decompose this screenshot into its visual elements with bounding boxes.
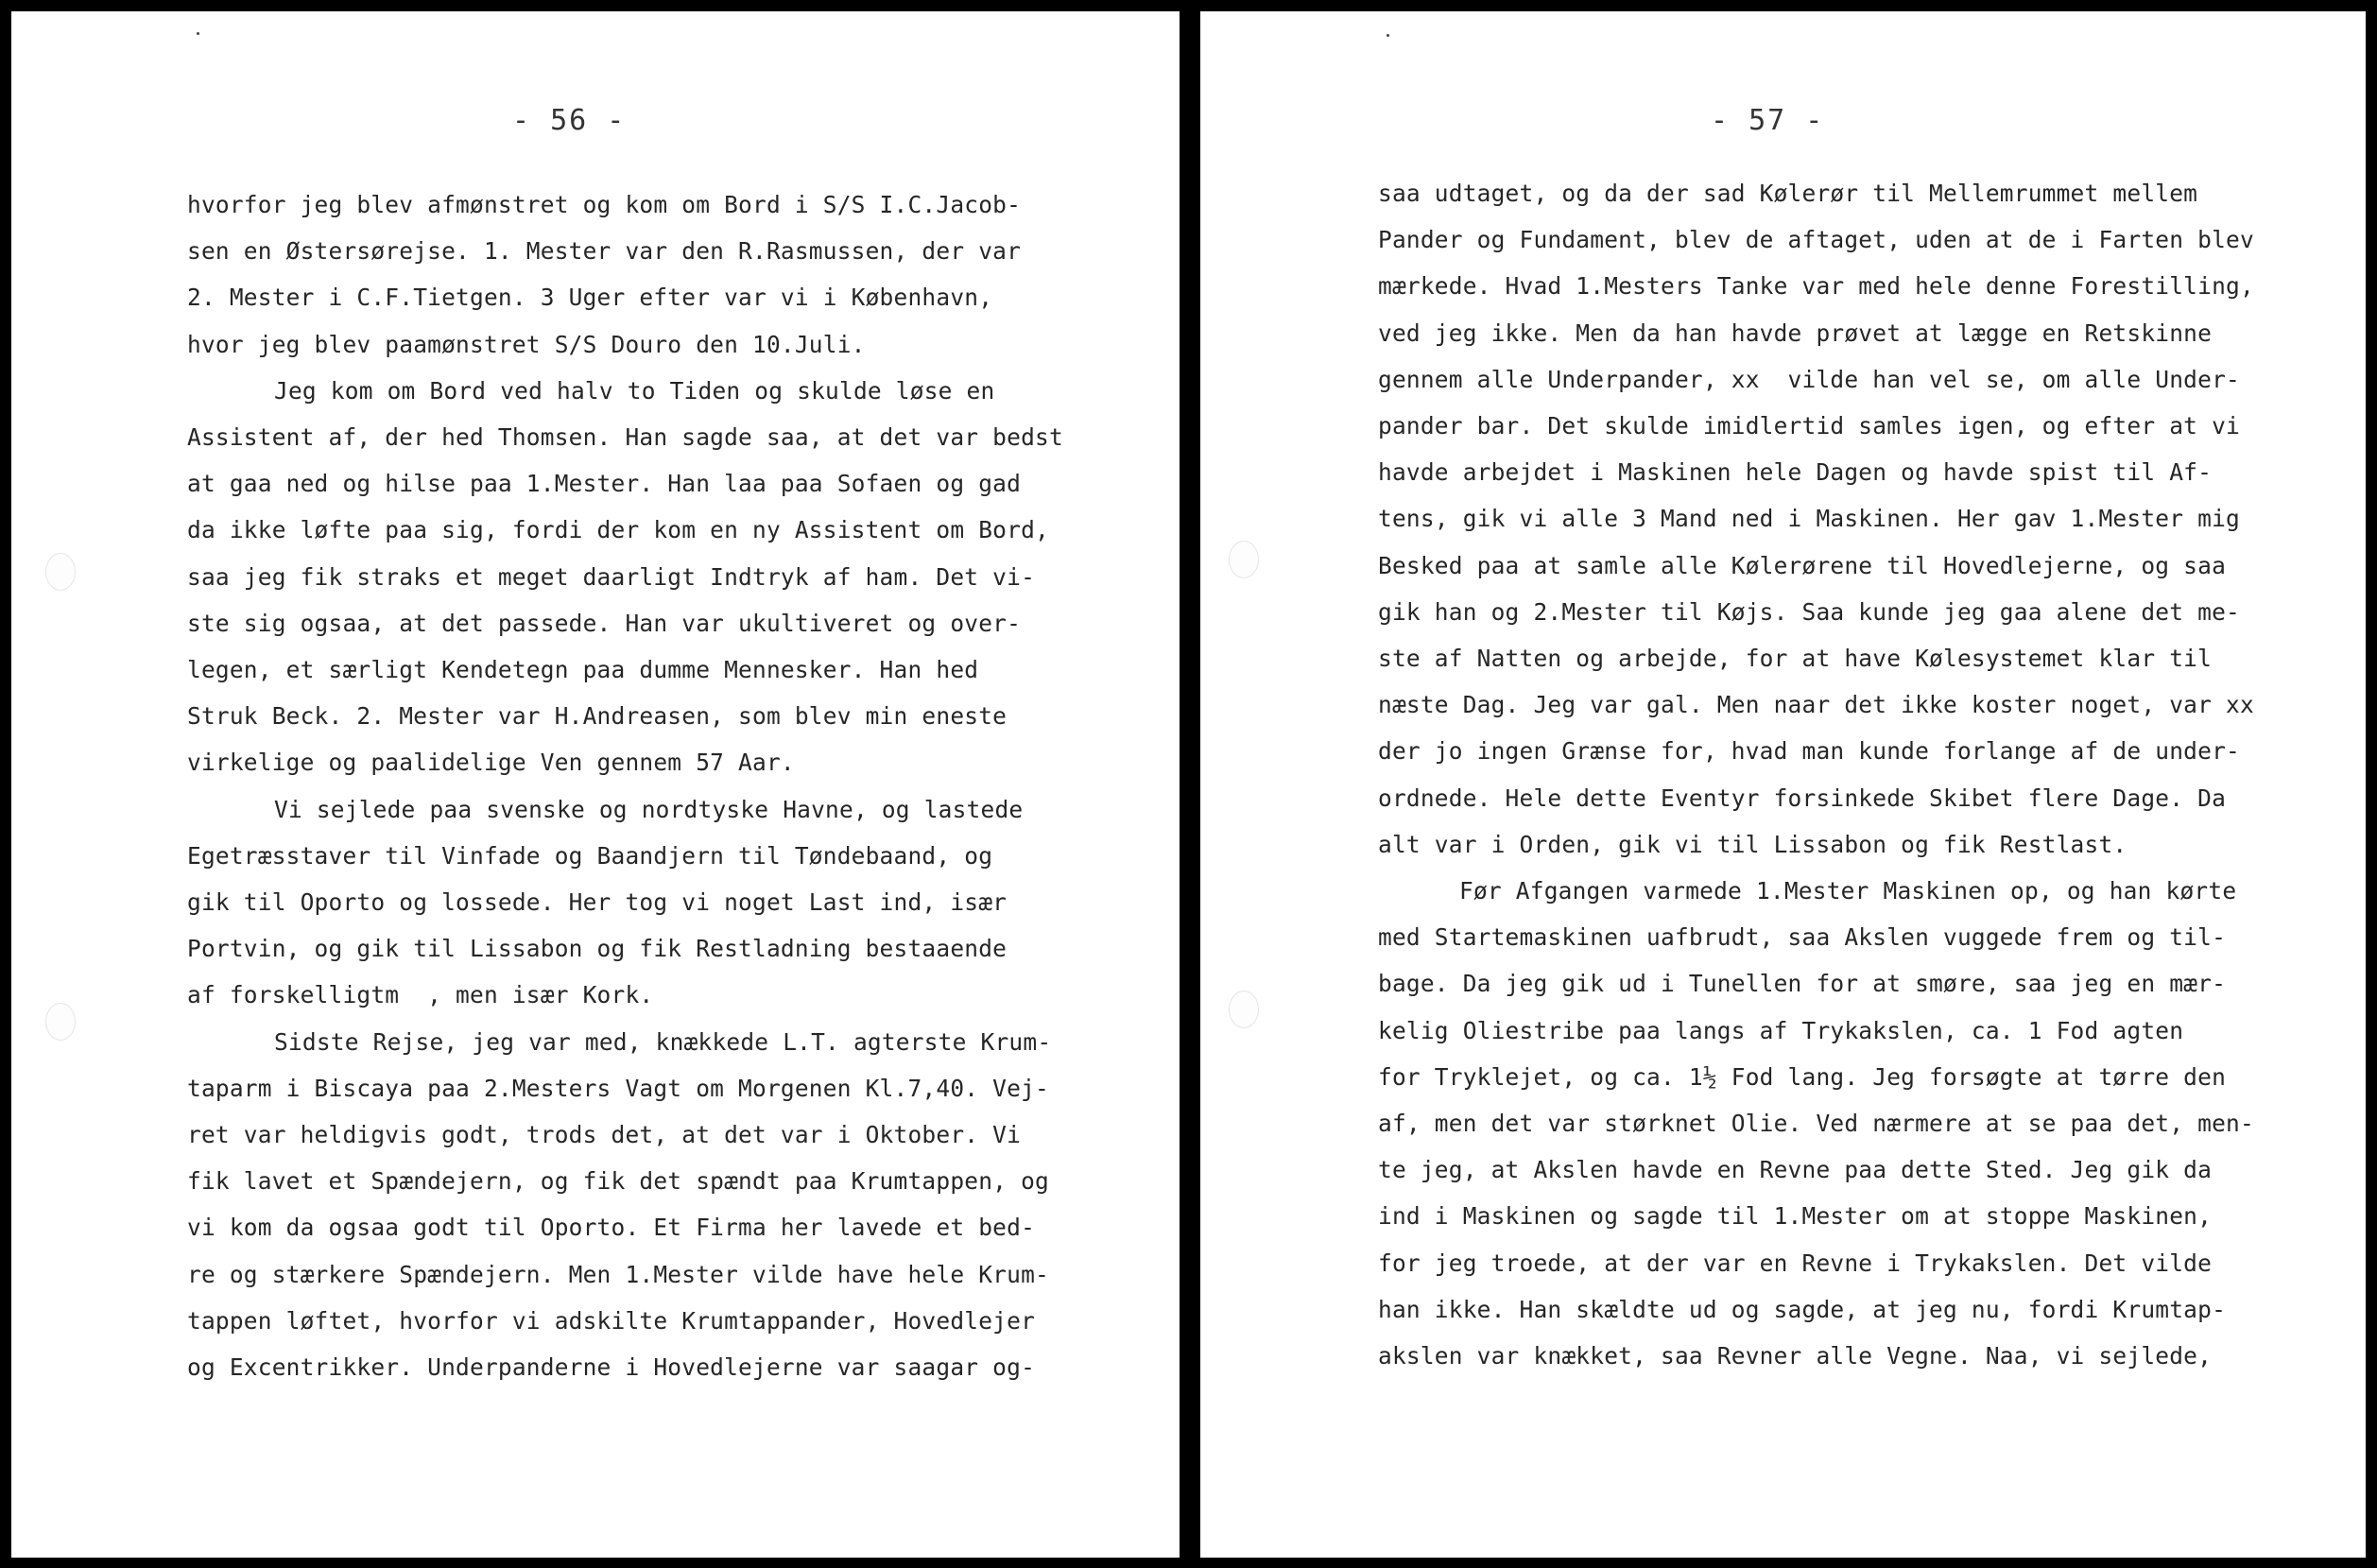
text-line: Sidste Rejse, jeg var med, knækkede L.T. agterste Krum- — [274, 1027, 1052, 1056]
text-line: han ikke. Han skældte ud og sagde, at jeg nu, fordi Krumtap- — [1378, 1295, 2227, 1323]
text-line: Portvin, og gik til Lissabon og fik Restladning bestaaende — [187, 935, 1008, 963]
text-line: for Tryklejet, og ca. 1½ Fod lang. Jeg forsøgte at tørre den — [1378, 1062, 2227, 1091]
text-line: og Excentrikker. Underpanderne i Hovedlejerne var saagar og- — [187, 1353, 1036, 1381]
text-line: Assistent af, der hed Thomsen. Han sagde saa, at det var bedst — [187, 423, 1063, 451]
text-line: saa jeg fik straks et meget daarligt Indtryk af ham. Det vi- — [187, 562, 1036, 591]
text-line: hvorfor jeg blev afmønstret og kom om Bord i S/S I.C.Jacob- — [187, 191, 1022, 218]
text-line: re og stærkere Spændejern. Men 1.Mester vilde have hele Krum- — [187, 1260, 1049, 1288]
text-line: Vi sejlede paa svenske og nordtyske Havne, og lastede — [274, 795, 1024, 823]
text-line: havde arbejdet i Maskinen hele Dagen og havde spist til Af- — [1378, 458, 2213, 487]
text-line: Struk Beck. 2. Mester var H.Andreasen, som blev min eneste — [187, 702, 1008, 731]
text-line: vi kom da ogsaa godt til Oporto. Et Firma her lavede et bed- — [187, 1214, 1036, 1242]
text-line: 2. Mester i C.F.Tietgen. 3 Uger efter var vi i København, — [187, 284, 993, 312]
text-line: alt var i Orden, gik vi til Lissabon og fik Restlast. — [1378, 830, 2127, 858]
text-line: næste Dag. Jeg var gal. Men naar det ikke koster noget, var xx — [1378, 691, 2254, 719]
text-line: gik til Oporto og lossede. Her tog vi noget Last ind, især — [187, 888, 1008, 916]
text-line: af, men det var størknet Olie. Ved nærmere at se paa det, men- — [1378, 1110, 2254, 1137]
text-line: legen, et særligt Kendetegn paa dumme Mennesker. Han hed — [187, 656, 979, 683]
text-line: hvor jeg blev paamønstret S/S Douro den 10.Juli. — [187, 330, 866, 358]
text-line: Før Afgangen varmede 1.Mester Maskinen op, og han kørte — [1459, 877, 2237, 905]
text-line: Besked paa at samle alle Kølerørene til Hovedlejerne, og saa — [1378, 551, 2227, 579]
text-line: gennem alle Underpander, xx vilde han vel se, om alle Under- — [1378, 365, 2240, 393]
page-text — [11, 11, 1180, 1558]
text-line: tappen løftet, hvorfor vi adskilte Krumtappander, Hovedlejer — [187, 1306, 1036, 1335]
text-line: virkelige og paalidelige Ven gennem 57 Aar. — [187, 749, 795, 777]
text-line: at gaa ned og hilse paa 1.Mester. Han laa paa Sofaen og gad — [187, 470, 1022, 498]
text-line: der jo ingen Grænse for, hvad man kunde forlange af de under- — [1378, 737, 2240, 766]
text-line: saa udtaget, og da der sad Kølerør til Mellemrummet mellem — [1378, 180, 2198, 207]
text-line: ste af Natten og arbejde, for at have Kølesystemet klar til — [1378, 645, 2213, 672]
text-line: Egetræsstaver til Vinfade og Baandjern til Tøndebaand, og — [187, 841, 993, 870]
text-line: te jeg, at Akslen havde en Revne paa dette Sted. Jeg gik da — [1378, 1156, 2213, 1184]
text-line: for jeg troede, at der var en Revne i Trykakslen. Det vilde — [1378, 1249, 2213, 1277]
text-line: ret var heldigvis godt, trods det, at det var i Oktober. Vi — [187, 1121, 1022, 1148]
text-line: ordnede. Hele dette Eventyr forsinkede Skibet flere Dage. Da — [1378, 784, 2227, 812]
text-line: ste sig ogsaa, at det passede. Han var ukultiveret og over- — [187, 609, 1022, 637]
page-number: - 57 - — [1711, 104, 1825, 137]
text-line: mærkede. Hvad 1.Mesters Tanke var med hele denne Forestilling, — [1378, 272, 2254, 301]
text-line: Jeg kom om Bord ved halv to Tiden og skulde løse en — [274, 376, 995, 405]
text-line: bage. Da jeg gik ud i Tunellen for at smøre, saa jeg en mær- — [1378, 970, 2227, 998]
text-line: sen en Østersørejse. 1. Mester var den R.Rasmussen, der var — [187, 237, 1022, 266]
text-line: Pander og Fundament, blev de aftaget, uden at de i Farten blev — [1378, 226, 2254, 254]
text-line: taparm i Biscaya paa 2.Mesters Vagt om Morgenen Kl.7,40. Vej- — [187, 1074, 1049, 1102]
text-line: kelig Oliestribe paa langs af Trykakslen, ca. 1 Fod agten — [1378, 1016, 2184, 1044]
text-line: pander bar. Det skulde imidlertid samles igen, og efter at vi — [1378, 412, 2240, 439]
text-line: akslen var knækket, saa Revner alle Vegne. Naa, vi sejlede, — [1378, 1342, 2213, 1370]
page-text — [1200, 11, 2366, 1558]
text-line: tens, gik vi alle 3 Mand ned i Maskinen. Her gav 1.Mester mig — [1378, 505, 2240, 533]
text-line: med Startemaskinen uafbrudt, saa Akslen vuggede frem og til- — [1378, 923, 2227, 952]
text-line: da ikke løfte paa sig, fordi der kom en ny Assistent om Bord, — [187, 516, 1049, 544]
text-line: af forskelligtm , men især Kork. — [187, 981, 654, 1009]
text-line: ind i Maskinen og sagde til 1.Mester om at stoppe Maskinen, — [1378, 1202, 2213, 1231]
left-page — [11, 11, 1180, 1558]
text-line: fik lavet et Spændejern, og fik det spændt paa Krumtappen, og — [187, 1167, 1049, 1196]
right-page — [1200, 11, 2366, 1558]
page-number: - 56 - — [512, 104, 627, 137]
text-line: gik han og 2.Mester til Køjs. Saa kunde jeg gaa alene det me- — [1378, 597, 2240, 626]
text-line: ved jeg ikke. Men da han havde prøvet at lægge en Retskinne — [1378, 319, 2213, 347]
